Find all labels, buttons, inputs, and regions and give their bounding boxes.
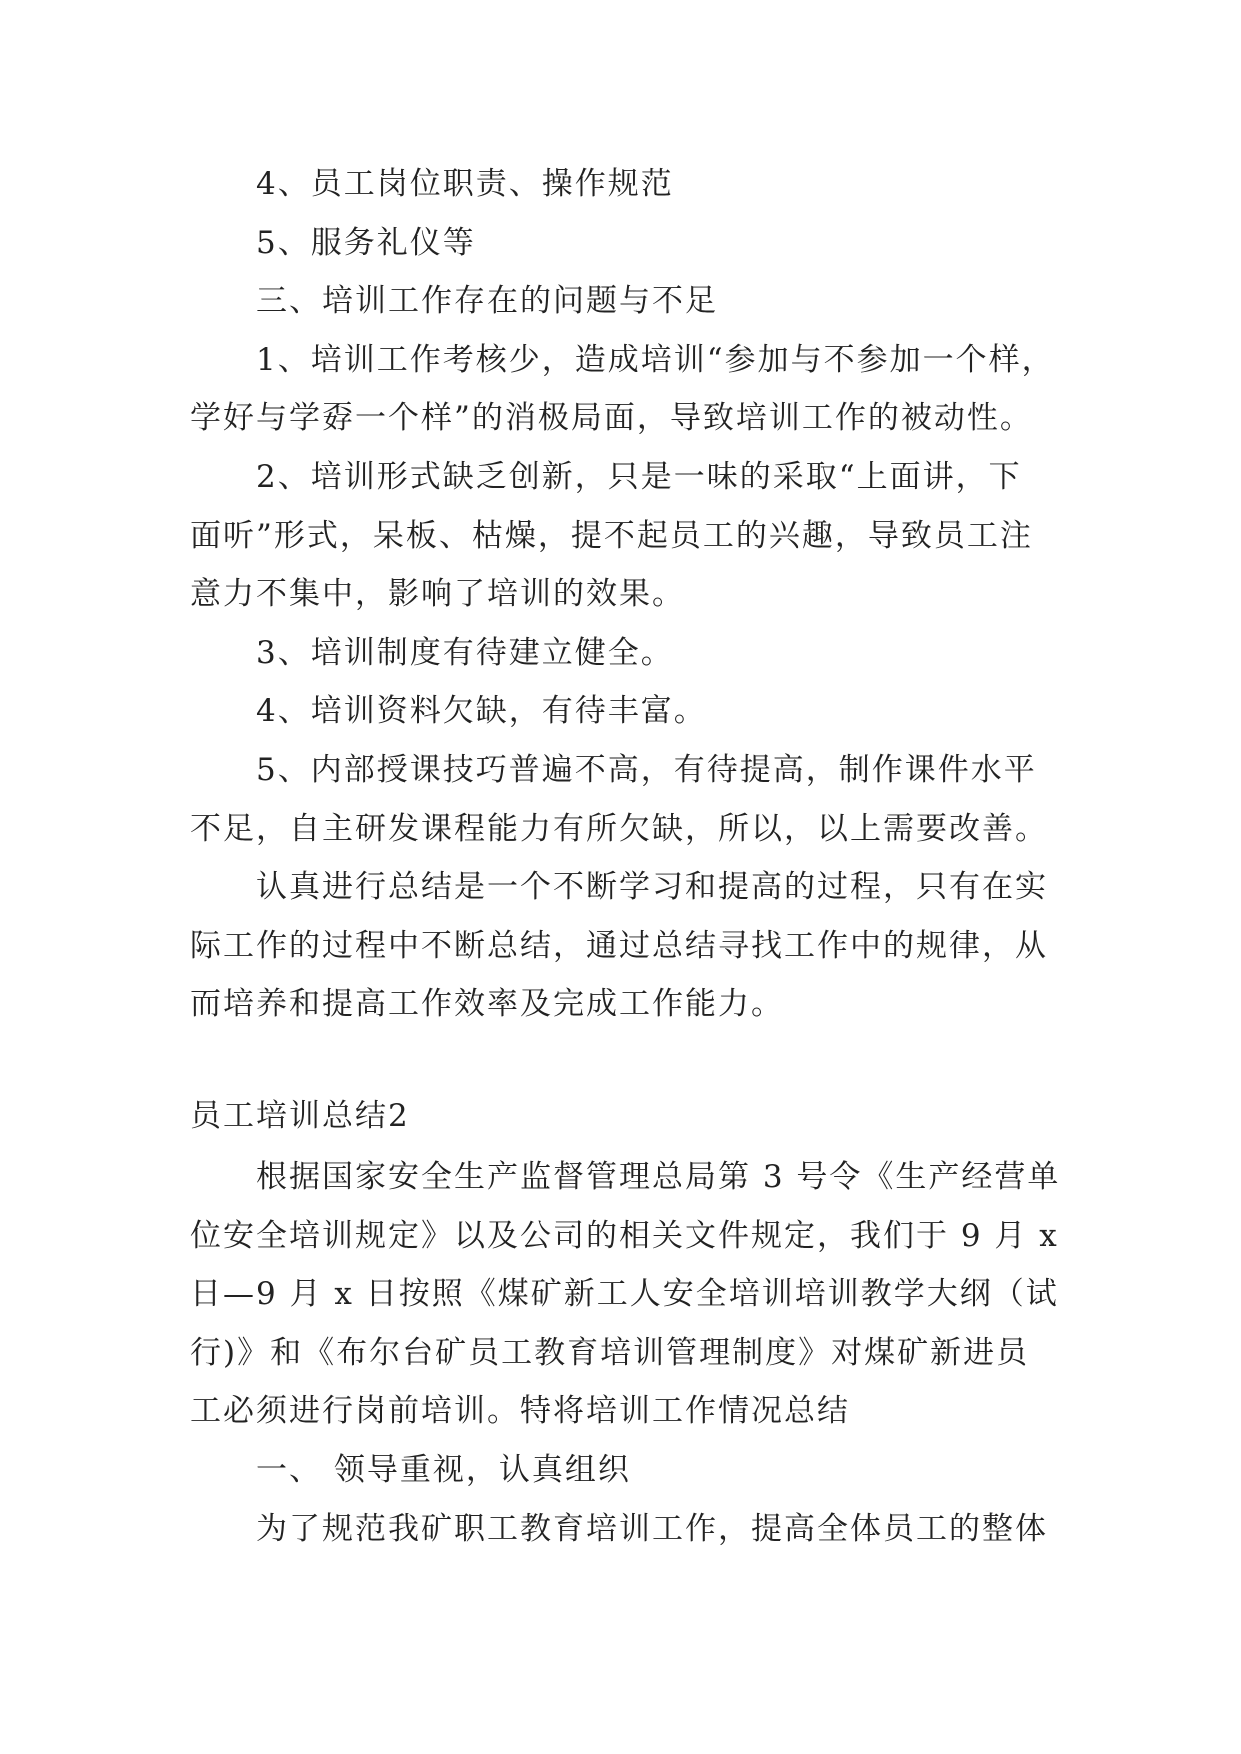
- document-heading: 员工培训总结2: [190, 1098, 410, 1134]
- text-line: 3、培训制度有待建立健全。: [256, 634, 674, 671]
- text-line: 不足，自主研发课程能力有所欠缺，所以，以上需要改善。: [190, 810, 1048, 847]
- text-line: 1、培训工作考核少，造成培训“参加与不参加一个样，: [256, 341, 1055, 378]
- text-line: 而培养和提高工作效率及完成工作能力。: [190, 986, 784, 1023]
- text-line: 位安全培训规定》以及公司的相关文件规定，我们于 9 月 x: [190, 1217, 1059, 1254]
- training-summary-section: [190, 1148, 1070, 1558]
- document-heading-block: [190, 1087, 1070, 1146]
- text-line: 4、员工岗位职责、操作规范: [256, 166, 674, 202]
- text-line: 根据国家安全生产监督管理总局第 3 号令《生产经营单: [256, 1159, 1061, 1195]
- text-line: 2、培训形式缺乏创新，只是一味的采取“上面讲，下: [256, 458, 1022, 495]
- text-line: 5、内部授课技巧普遍不高，有待提高，制作课件水平: [256, 751, 1037, 788]
- training-issues-section: [190, 155, 1070, 1034]
- section-subheading: 一、 领导重视，认真组织: [256, 1451, 631, 1488]
- text-line: 认真进行总结是一个不断学习和提高的过程，只有在实: [256, 869, 1048, 906]
- text-line: 日—9 月 x 日按照《煤矿新工人安全培训培训教学大纲（试: [190, 1276, 1059, 1313]
- text-line: 4、培训资料欠缺，有待丰富。: [256, 693, 707, 730]
- text-line: 工必须进行岗前培训。特将培训工作情况总结: [190, 1393, 850, 1430]
- text-line: 际工作的过程中不断总结，通过总结寻找工作中的规律，从: [190, 927, 1048, 964]
- text-line: 5、服务礼仪等: [256, 224, 476, 261]
- text-line: 面听”形式，呆板、枯燥，提不起员工的兴趣，导致员工注: [190, 517, 1033, 554]
- text-line: 行)》和《布尔台矿员工教育培训管理制度》对煤矿新进员: [190, 1334, 1030, 1371]
- text-line: 学好与学孬一个样”的消极局面，导致培训工作的被动性。: [190, 400, 1033, 437]
- text-line: 为了规范我矿职工教育培训工作，提高全体员工的整体: [256, 1510, 1048, 1547]
- text-line: 意力不集中，影响了培训的效果。: [190, 576, 685, 613]
- section-subheading: 三、培训工作存在的问题与不足: [256, 283, 718, 320]
